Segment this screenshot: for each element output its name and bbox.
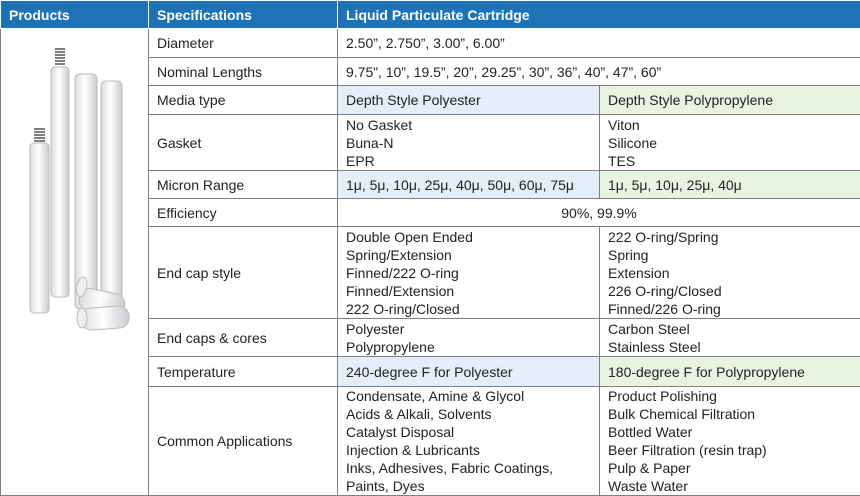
label-temperature: Temperature [149,357,338,387]
product-image-cell [1,29,149,496]
value-cores-left [338,319,600,357]
header-specifications: Specifications [149,1,338,29]
list-item: Spring [608,246,852,264]
list-item: Condensate, Amine & Glycol [346,387,591,405]
list-item: Bottled Water [608,423,852,441]
list-item: Acids & Alkali, Solvents [346,405,591,423]
list-item: Finned/226 O-ring [608,300,852,318]
value-temperature-left: 240-degree F for Polyester [338,357,600,387]
list-item: Finned/Extension [346,282,591,300]
list-item: Pulp & Paper [608,459,852,477]
value-applications-left [338,387,600,496]
list-item: Inks, Adhesives, Fabric Coatings, [346,459,591,477]
header-products: Products [1,1,149,29]
list-item: Product Polishing [608,387,852,405]
list-item: Bulk Chemical Filtration [608,405,852,423]
list-item: No Gasket [346,116,591,134]
value-gasket-right [600,115,860,171]
value-diameter: 2.50”, 2.750”, 3.00”, 6.00” [338,29,860,58]
list-item: Catalyst Disposal [346,423,591,441]
list-item: Spring/Extension [346,246,591,264]
filter-cartridges-image [1,29,148,491]
value-gasket-left [338,115,600,171]
value-applications-right [600,387,860,496]
value-temperature-right: 180-degree F for Polypropylene [600,357,860,387]
list-item: Viton [608,116,852,134]
list-item: Polypropylene [346,338,591,356]
value-endcap-left [338,227,600,319]
list-item: Double Open Ended [346,228,591,246]
list-item: 222 O-ring/Closed [346,300,591,318]
value-endcap-right [600,227,860,319]
list-item: Beer Filtration (resin trap) [608,441,852,459]
list-item: 222 O-ring/Spring [608,228,852,246]
list-item: Silicone [608,134,852,152]
header-row [1,1,860,29]
list-item: Stainless Steel [608,338,852,356]
row-diameter [1,29,860,58]
list-item: TES [608,152,852,170]
value-cores-right [600,319,860,357]
label-endcap: End cap style [149,227,338,319]
list-item: Paints, Dyes [346,477,591,495]
value-micron-right: 1μ, 5μ, 10μ, 25μ, 40μ [600,171,860,199]
label-diameter: Diameter [149,29,338,58]
list-item: Injection & Lubricants [346,441,591,459]
value-lengths: 9.75”, 10”, 19.5”, 20”, 29.25”, 30”, 36”, 40”, 47”, 60” [338,58,860,86]
label-lengths: Nominal Lengths [149,58,338,86]
list-item: Carbon Steel [608,320,852,338]
list-item: 226 O-ring/Closed [608,282,852,300]
list-item: Polyester [346,320,591,338]
header-title: Liquid Particulate Cartridge [338,1,860,29]
value-media-polypropylene: Depth Style Polypropylene [600,86,860,115]
list-item: Extension [608,264,852,282]
value-media-polyester: Depth Style Polyester [338,86,600,115]
label-media: Media type [149,86,338,115]
label-efficiency: Efficiency [149,199,338,227]
list-item: Buna-N [346,134,591,152]
list-item: EPR [346,152,591,170]
label-micron: Micron Range [149,171,338,199]
label-gasket: Gasket [149,115,338,171]
list-item: Finned/222 O-ring [346,264,591,282]
value-efficiency: 90%, 99.9% [338,199,860,227]
value-micron-left: 1μ, 5μ, 10μ, 25μ, 40μ, 50μ, 60μ, 75μ [338,171,600,199]
label-cores: End caps & cores [149,319,338,357]
list-item: Waste Water [608,477,852,495]
label-applications: Common Applications [149,387,338,496]
